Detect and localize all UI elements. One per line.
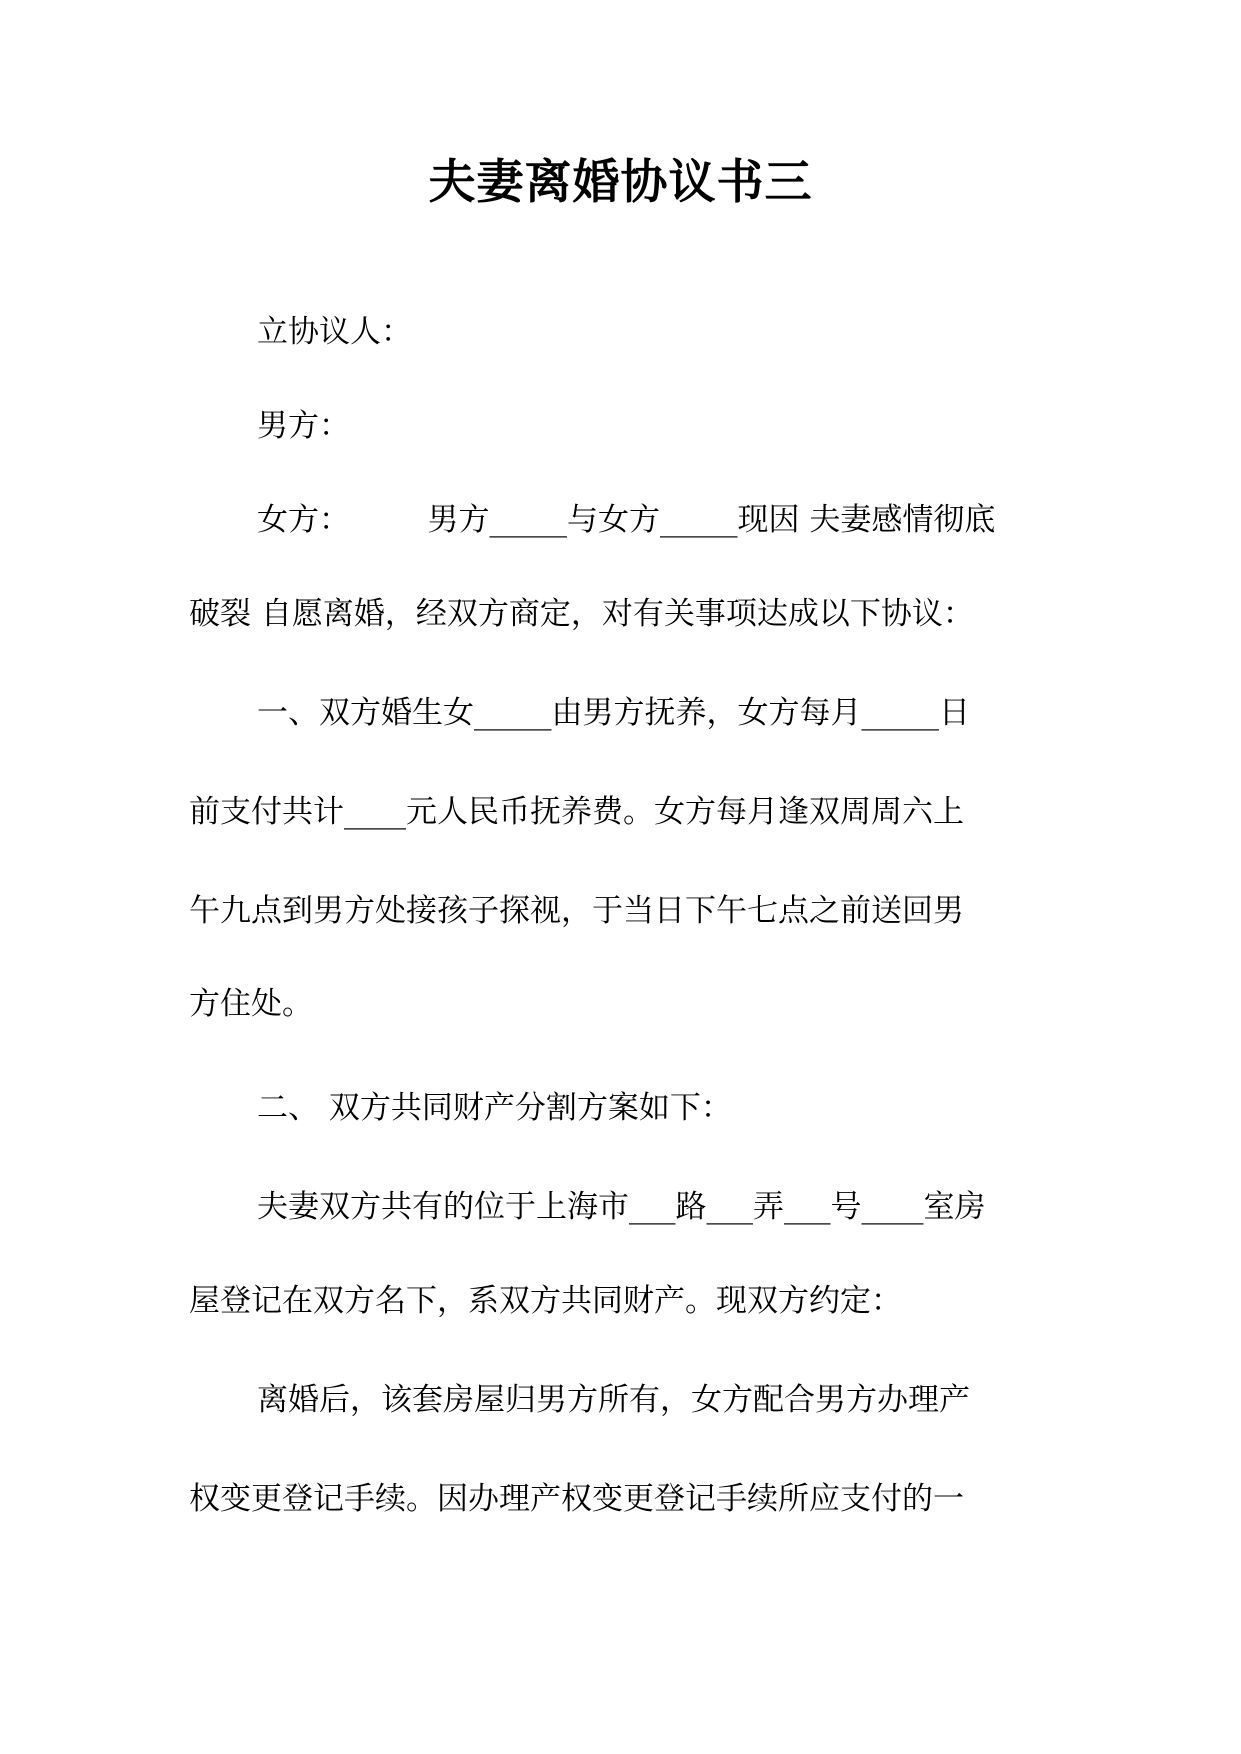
transfer-line-1: 离婚后，该套房屋归男方所有，女方配合男方办理产	[257, 1382, 970, 1418]
transfer-line-2: 权变更登记手续。因办理产权变更登记手续所应支付的一	[189, 1481, 964, 1517]
clause-one-line-1: 一、双方婚生女_____由男方抚养，女方每月_____日	[257, 695, 970, 731]
male-party-line: 男方：	[257, 408, 350, 444]
clause-one-line-3: 午九点到男方处接孩子探视，于当日下午七点之前送回男	[189, 893, 964, 929]
female-party-line: 女方： 男方_____与女方_____现因 夫妻感情彻底	[257, 502, 996, 538]
property-line-1: 夫妻双方共有的位于上海市___路___弄___号____室房	[257, 1189, 986, 1225]
clause-one-line-2: 前支付共计____元人民币抚养费。女方每月逢双周周六上	[189, 794, 964, 830]
parties-heading: 立协议人：	[257, 314, 412, 350]
property-line-2: 屋登记在双方名下，系双方共同财产。现双方约定：	[189, 1283, 902, 1319]
document-title: 夫妻离婚协议书三	[428, 155, 813, 210]
clause-one-line-4: 方住处。	[189, 986, 313, 1022]
preamble-continuation: 破裂 自愿离婚，经双方商定，对有关事项达成以下协议：	[189, 596, 974, 632]
clause-two-heading: 二、 双方共同财产分割方案如下：	[257, 1090, 732, 1126]
